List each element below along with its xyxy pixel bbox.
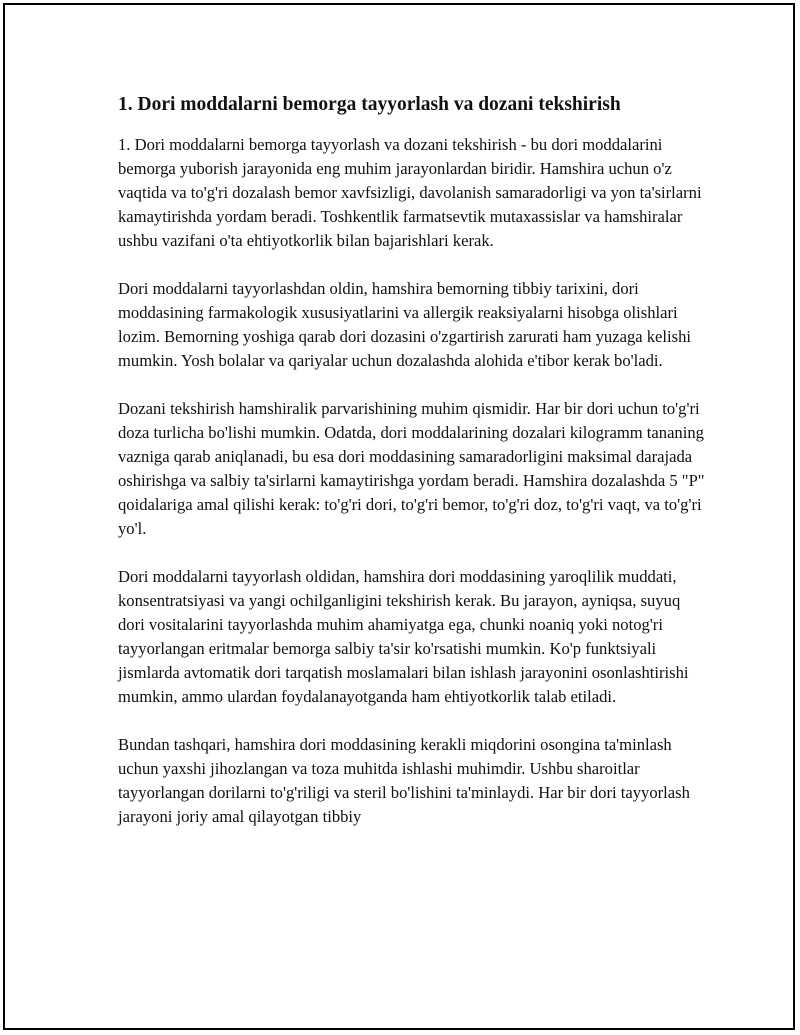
document-body [118, 91, 708, 853]
section-heading: 1. Dori moddalarni bemorga tayyorlash va dozani tekshirish [118, 94, 621, 115]
paragraph-expiry-check: Dori moddalarni tayyorlash oldidan, hamshira dori moddasining yaroqlilik muddati, konsentratsiyasi va yangi ochilganligini tekshirish kerak. Bu jarayon, ayniqsa, suyuq dori vositalarini tayyorlashda muhim ahamiyatga ega, chunki noaniq yoki notog'ri tayyorlangan eritmalar bemorga salbiy ta'sir ko'rsatishi mumkin. Ko'p funktsiyali jismlarda avtomatik dori tarqatish moslamalari bilan ishlash jarayonini osonlashtirishi mumkin, ammo ulardan foydalanayotganda ham ehtiyotkorlik talab etiladi. [118, 567, 689, 706]
paragraph-intro: 1. Dori moddalarni bemorga tayyorlash va dozani tekshirish - bu dori moddalarini bemorga yuborish jarayonida eng muhim jarayonlardan biridir. Hamshira uchun o'z vaqtida va to'g'ri dozalash bemor xavfsizligi, davolanish samaradorligi va yon ta'sirlarni kamaytirishda yordam beradi. Toshkentlik farmatsevtik mutaxassislar va hamshiralar ushbu vazifani o'ta ehtiyotkorlik bilan bajarishlari kerak. [118, 135, 702, 250]
paragraph-preparation: Dori moddalarni tayyorlashdan oldin, hamshira bemorning tibbiy tarixini, dori moddasining farmakologik xususiyatlarini va allergik reaksiyalarni hisobga olishlari lozim. Bemorning yoshiga qarab dori dozasini o'zgartirish zarurati ham yuzaga kelishi mumkin. Yosh bolalar va qariyalar uchun dozalashda alohida e'tibor kerak bo'ladi. [118, 279, 692, 370]
paragraph-environment: Bundan tashqari, hamshira dori moddasining kerakli miqdorini osongina ta'minlash uchun yaxshi jihozlangan va toza muhitda ishlashi muhimdir. Ushbu sharoitlar tayyorlangan dorilarni to'g'riligi va steril bo'lishini ta'minlaydi. Har bir dori tayyorlash jarayoni joriy amal qilayotgan tibbiy [118, 735, 690, 826]
paragraph-dose-check: Dozani tekshirish hamshiralik parvarishining muhim qismidir. Har bir dori uchun to'g'ri doza turlicha bo'lishi mumkin. Odatda, dori moddalarining dozalari kilogramm tananing vazniga qarab aniqlanadi, bu esa dori moddasining samaradorligini maksimal darajada oshirishga va salbiy ta'sirlarni kamaytirishga yordam beradi. Hamshira dozalashda 5 "P" qoidalariga amal qilishi kerak: to'g'ri dori, to'g'ri bemor, to'g'ri doz, to'g'ri vaqt, va to'g'ri yo'l. [118, 399, 705, 538]
